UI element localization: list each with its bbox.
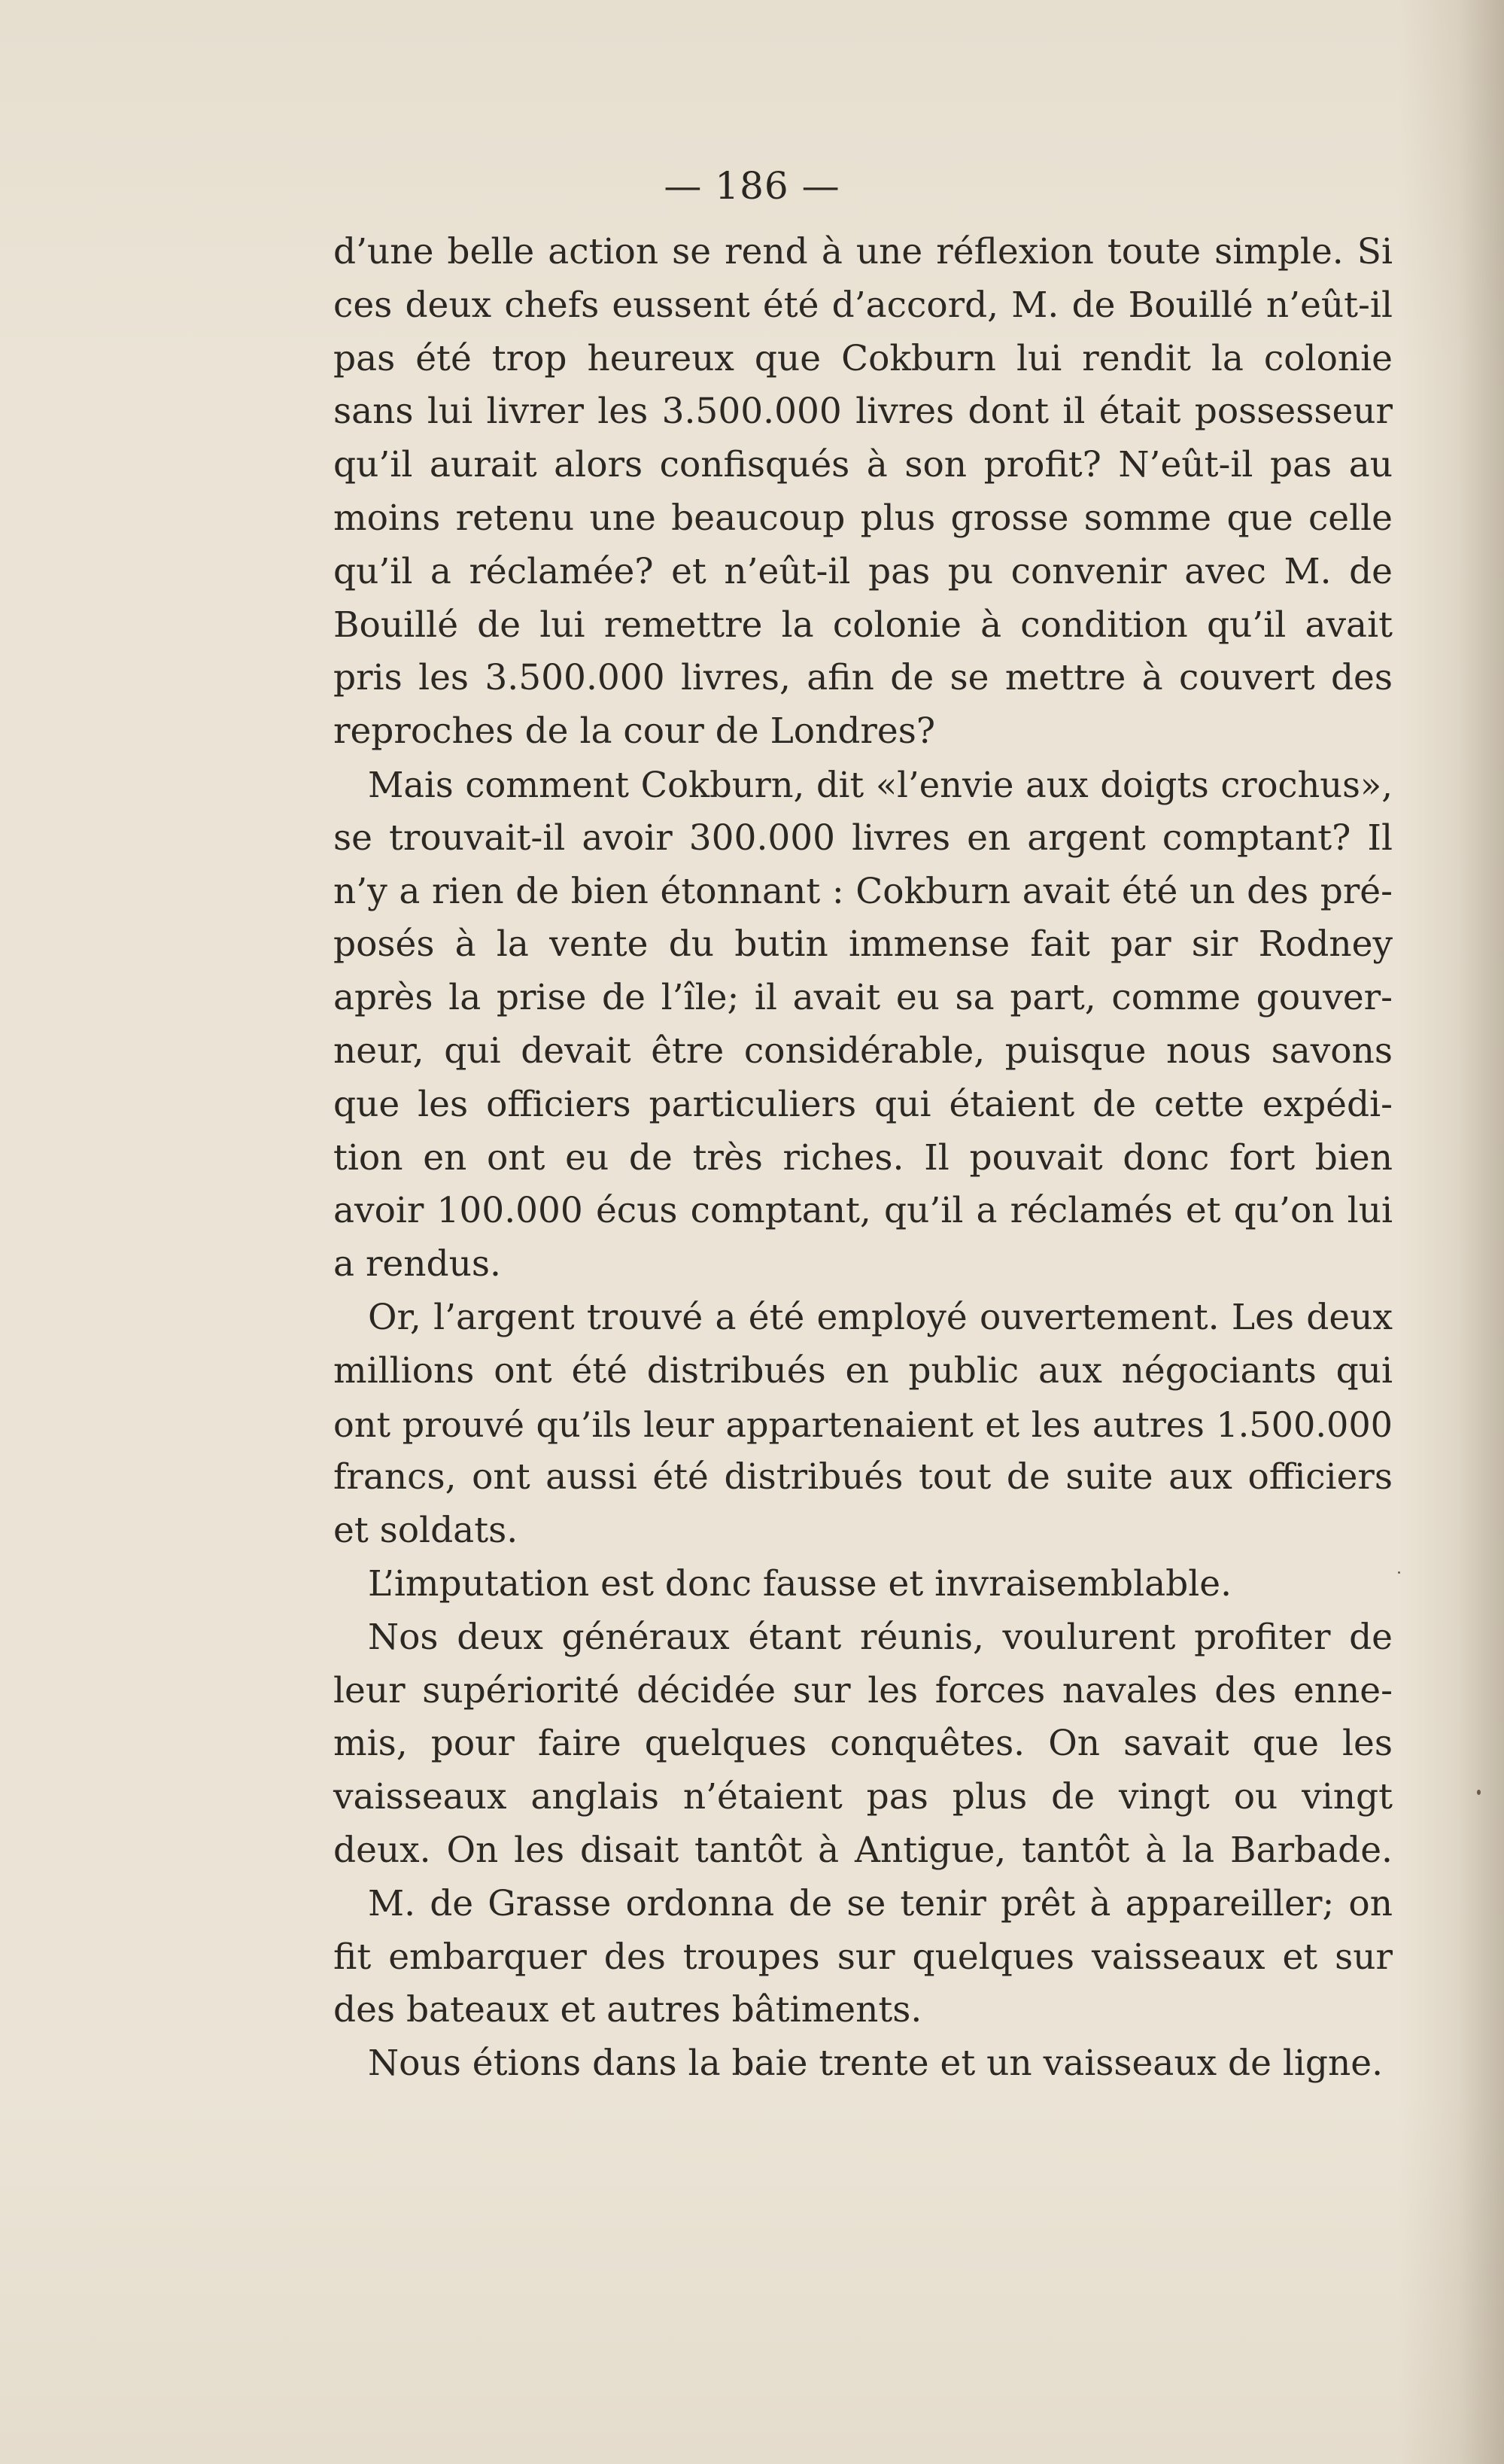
text-line: vaisseaux anglais n’étaient pas plus de vingt ou vingt bbox=[333, 1776, 1393, 1818]
text-line: fit embarquer des troupes sur quelques vaisseaux et sur bbox=[333, 1936, 1393, 1978]
text-line: a rendus. bbox=[333, 1243, 501, 1285]
text-line: après la prise de l’île; il avait eu sa part, comme gouver- bbox=[333, 977, 1393, 1019]
text-line: L’imputation est donc fausse et invraisemblable. bbox=[368, 1562, 1232, 1605]
text-line: Mais comment Cokburn, dit «l’envie aux doigts crochus», bbox=[368, 764, 1393, 805]
text-line: neur, qui devait être considérable, puisque nous savons bbox=[333, 1030, 1393, 1072]
body-text bbox=[333, 226, 1393, 2091]
text-line: pas été trop heureux que Cokburn lui rendit la colonie bbox=[333, 337, 1393, 379]
text-line: mis, pour faire quelques conquêtes. On savait que les bbox=[333, 1723, 1393, 1765]
text-line: M. de Grasse ordonna de se tenir prêt à appareiller; on bbox=[368, 1882, 1393, 1924]
text-line: qu’il a réclamée? et n’eût-il pas pu convenir avec M. de bbox=[333, 550, 1393, 592]
paper-speck bbox=[1398, 1571, 1400, 1574]
text-line: francs, ont aussi été distribués tout de suite aux officiers bbox=[333, 1456, 1393, 1498]
text-line: posés à la vente du butin immense fait par sir Rodney bbox=[333, 923, 1393, 966]
text-line: moins retenu une beaucoup plus grosse somme que celle bbox=[333, 497, 1393, 539]
text-line: des bateaux et autres bâtiments. bbox=[333, 1989, 922, 2031]
text-line: deux. On les disait tantôt à Antigue, tantôt à la Barbade. bbox=[333, 1829, 1393, 1871]
text-line: n’y a rien de bien étonnant : Cokburn avait été un des pré- bbox=[333, 870, 1393, 912]
text-line: reproches de la cour de Londres? bbox=[333, 710, 936, 753]
text-line: millions ont été distribués en public aux négociants qui bbox=[333, 1349, 1393, 1392]
text-line: avoir 100.000 écus comptant, qu’il a réclamés et qu’on lui bbox=[333, 1190, 1393, 1232]
text-line: se trouvait-il avoir 300.000 livres en argent comptant? Il bbox=[333, 817, 1393, 859]
text-line: que les officiers particuliers qui étaient de cette expédi- bbox=[333, 1083, 1393, 1125]
paper-speck bbox=[1477, 1790, 1481, 1795]
text-line: tion en ont eu de très riches. Il pouvait donc fort bien bbox=[333, 1136, 1393, 1179]
text-line: Bouillé de lui remettre la colonie à condition qu’il avait bbox=[333, 604, 1393, 646]
page-number: — 186 — bbox=[664, 164, 840, 208]
text-line: Nous étions dans la baie trente et un vaisseaux de ligne. bbox=[368, 2043, 1384, 2085]
text-line: ces deux chefs eussent été d’accord, M. de Bouillé n’eût-il bbox=[333, 284, 1393, 326]
text-line: d’une belle action se rend à une réflexion toute simple. Si bbox=[333, 231, 1393, 272]
text-line: leur supériorité décidée sur les forces navales des enne- bbox=[333, 1669, 1393, 1711]
text-line: et soldats. bbox=[333, 1510, 518, 1552]
text-line: pris les 3.500.000 livres, afin de se mettre à couvert des bbox=[333, 657, 1393, 699]
text-line: Nos deux généraux étant réunis, voulurent profiter de bbox=[368, 1616, 1393, 1658]
text-line: Or, l’argent trouvé a été employé ouvertement. Les deux bbox=[368, 1296, 1393, 1338]
text-line: sans lui livrer les 3.500.000 livres dont il était possesseur bbox=[333, 391, 1393, 433]
text-line: qu’il aurait alors confisqués à son profit? N’eût-il pas au bbox=[333, 444, 1393, 486]
text-line: ont prouvé qu’ils leur appartenaient et les autres 1.500.000 bbox=[333, 1404, 1393, 1445]
